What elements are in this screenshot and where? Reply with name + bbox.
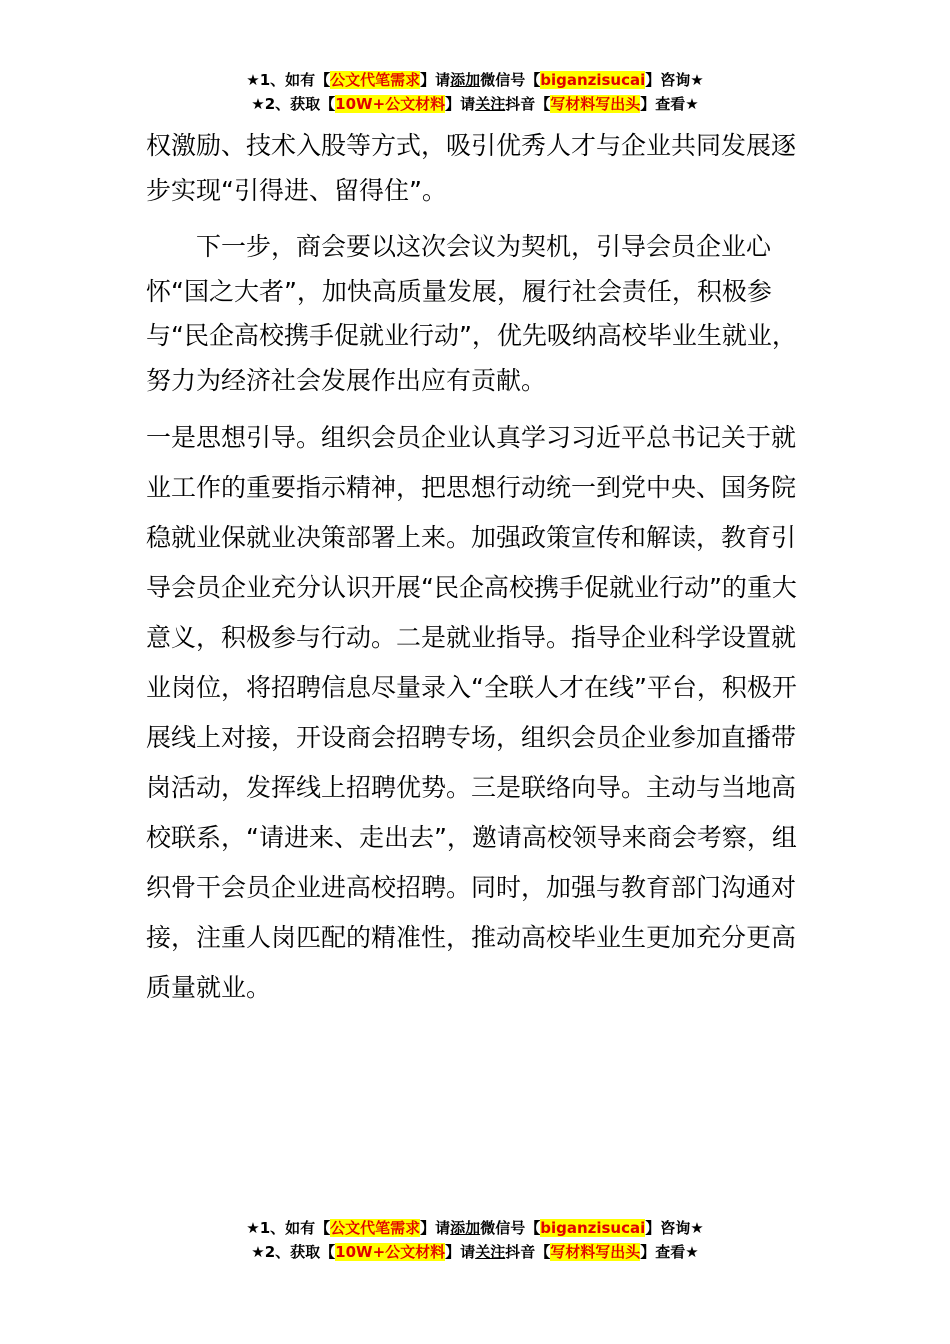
banner-line-1: ★1、如有【公文代笔需求】请添加微信号【biganzisucai】咨询★: [246, 71, 704, 89]
paragraph-2: 下一步，商会要以这次会议为契机，引导会员企业心怀“国之大者”，加快高质量发展，履行社会责任，积极参与“民企高校携手促就业行动”，优先吸纳高校毕业生就业，努力为经济社会发展作出应有贡献。: [146, 232, 797, 395]
highlight-douyin-account: 写材料写出头: [550, 95, 641, 113]
star-icon: ★: [251, 1243, 265, 1261]
paragraph-1: 权激励、技术入股等方式，吸引优秀人才与企业共同发展逐步实现“引得进、留得住”。: [146, 131, 797, 205]
highlight-wechat-id: biganzisucai: [540, 71, 646, 89]
star-icon: ★: [685, 95, 699, 113]
paragraph-3: 一是思想引导。组织会员企业认真学习习近平总书记关于就业工作的重要指示精神，把思想行动统一到党中央、国务院稳就业保就业决策部署上来。加强政策宣传和解读，教育引导会员企业充分认识开展“民企高校携手促就业行动”的重大意义，积极参与行动。二是就业指导。指导企业科学设置就业岗位，将招聘信息尽量录入“全联人才在线”平台，积极开展线上对接，开设商会招聘专场，组织会员企业参加直播带岗活动，发挥线上招聘优势。三是联络向导。主动与当地高校联系，“请进来、走出去”，邀请高校领导来商会考察，组织骨干会员企业进高校招聘。同时，加强与教育部门沟通对接，注重人岗匹配的精准性，推动高校毕业生更加充分更高质量就业。: [146, 423, 797, 1002]
star-icon: ★: [251, 95, 265, 113]
star-icon: ★: [246, 1219, 260, 1237]
banner-line-2: ★2、获取【10W+公文材料】请关注抖音【写材料写出头】查看★: [251, 1243, 699, 1261]
document-body: [146, 124, 812, 1013]
star-icon: ★: [690, 1219, 704, 1237]
banner-line-2: ★2、获取【10W+公文材料】请关注抖音【写材料写出头】查看★: [251, 95, 699, 113]
banner-line-1: ★1、如有【公文代笔需求】请添加微信号【biganzisucai】咨询★: [246, 1219, 704, 1237]
star-icon: ★: [690, 71, 704, 89]
highlight-service: 公文代笔需求: [330, 1219, 421, 1237]
highlight-service: 公文代笔需求: [330, 71, 421, 89]
highlight-materials: 10W+公文材料: [335, 1243, 446, 1261]
star-icon: ★: [685, 1243, 699, 1261]
star-icon: ★: [246, 71, 260, 89]
footer-banner: [0, 1216, 950, 1264]
highlight-materials: 10W+公文材料: [335, 95, 446, 113]
highlight-wechat-id: biganzisucai: [540, 1219, 646, 1237]
highlight-douyin-account: 写材料写出头: [550, 1243, 641, 1261]
header-banner: [0, 68, 950, 116]
